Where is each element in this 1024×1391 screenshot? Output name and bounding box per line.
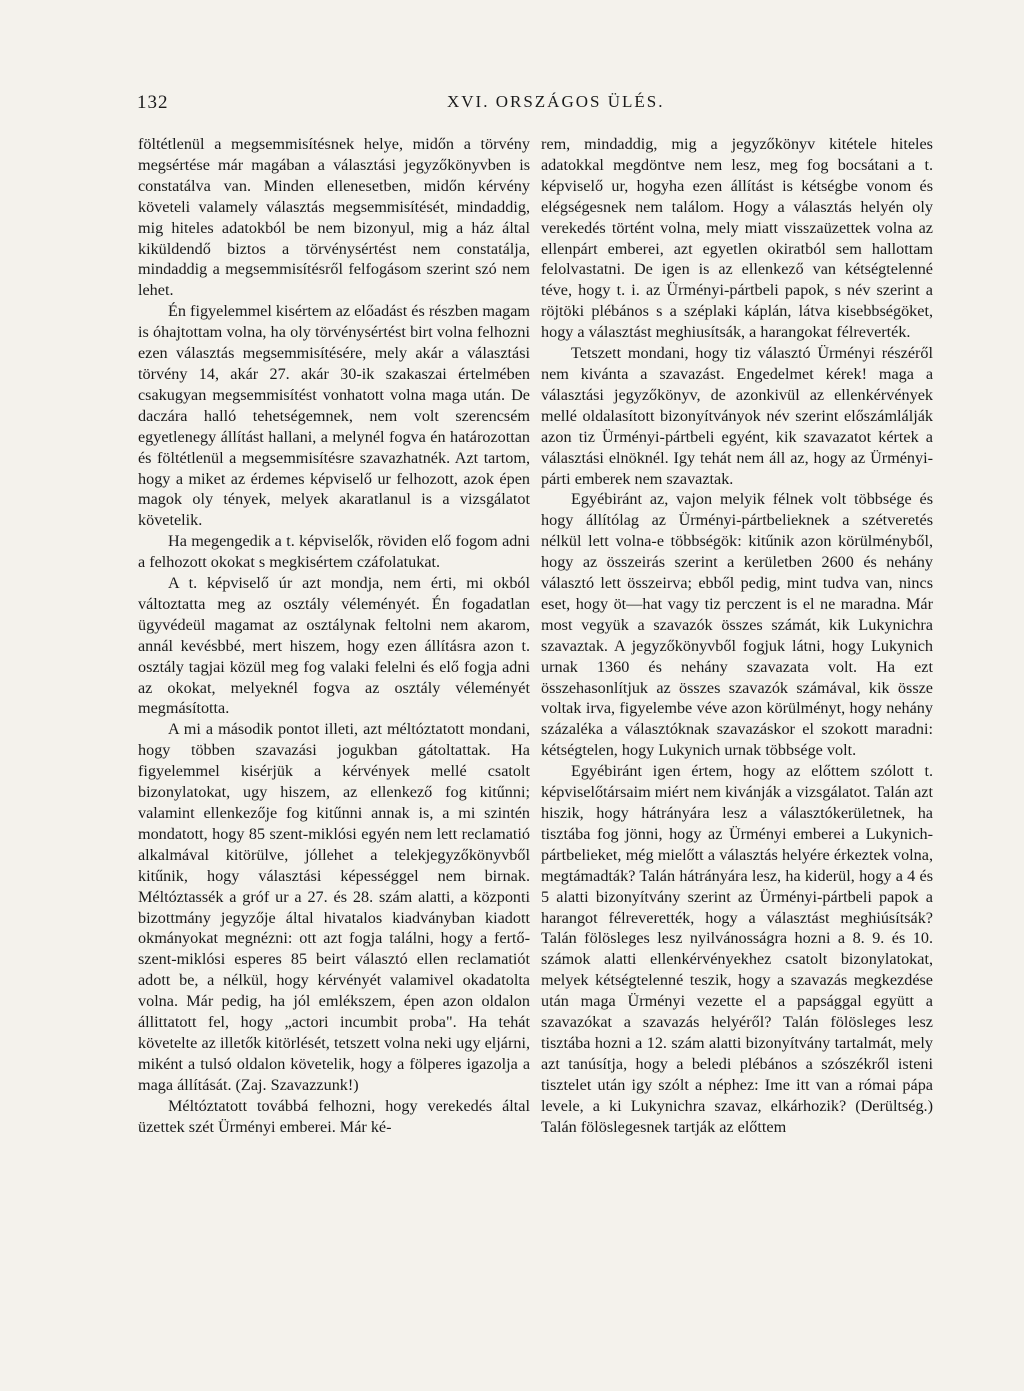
paragraph: Egyébiránt igen értem, hogy az előttem szólott t. képviselőtársaim miért nem kivánják a vizsgálatot. Talán azt hiszik, hogy hátrányára lesz a választókerületnek, ha tisztába fog jönni, hogy az Ürményi emberei a Lukynich-pártbelieket, még mielőtt a választás helyére érkeztek volna, megtámadták? Talán hátrányára lesz, ha kiderül, hogy a 4 és 5 alatti bizonyítvány szerint az Ürményi-pártbeli papok a harangot félreverették, hogy a választást meghiúsítsák? Talán fölösleges lesz nyilvánosságra hozni a 8. 9. és 10. számok alatti ellenkérvényekhez csatolt bizonylatokat, melyek kétségtelenné teszik, hogy a szavazás megkezdése után maga Ürményi vezette el a papsággal együtt a szavazókat a szavazás helyéről? Talán fölösleges lesz tisztába hozni a 12. szám alatti bizonyítvány tartalmát, mely azt tanúsítja, hogy a beledi plébános a szószékről isteni tisztelet után igy szólt a néphez: Ime itt van a római pápa levele, a ki Lukynichra szavaz, elkárhozik? (Derültség.) Talán fölöslegesnek tartják az előttem <box>541 762 933 1136</box>
paragraph: Én figyelemmel kisértem az előadást és részben magam is óhajtottam volna, ha oly törvénysértést birt volna felhozni ezen választás megsemmisítésére, mely akár a választási törvény 14, akár 27. akár 30-ik szakaszai értelmében csakugyan megsemmisítést vonhatott volna maga után. De daczára halló tehetségemnek, nem volt szerencsém egyetlenegy állítást hallani, a melynél fogva én határozottan és föltétlenül a megsemmisítésre szavazhatnék. Azt tartom, hogy a miket az érdemes képviselő ur felhozott, azok épen magok oly tények, melyek akaratlanul is a vizsgálatot követelik. <box>138 302 530 530</box>
page-number: 132 <box>137 92 169 113</box>
paragraph: Méltóztatott továbbá felhozni, hogy verekedés által üzettek szét Ürményi emberei. Már ké- <box>138 1096 530 1136</box>
paragraph: A t. képviselő úr azt mondja, nem érti, mi okból változtatta meg az osztály véleményét. Én fogadatlan ügyvédeül magamat az osztálynak feltolni nem akarom, annál kevésbbé, mert hiszem, hogy ezen állításra azon t. osztály tagjai közül meg fog valaki felelni és elő fogja adni az okokat, melyeknél fogva az osztály véleményét megmásította. <box>138 574 530 718</box>
running-head: XVI. ORSZÁGOS ÜLÉS. <box>447 92 665 111</box>
paragraph: föltétlenül a megsemmisítésnek helye, midőn a törvény megsértése már magában a választási jegyzőkönyvben is constatálva van. Minden ellenesetben, midőn kérvény követeli valamely választás megsemmisítését, mindaddig, mig hiteles adatokból be nem bizonyul, mig a ház által kiküldendő biztos a törvénysértést nem constatálja, mindaddig a megsemmisítésről felfogásom szerint szó nem lehet. <box>138 135 530 300</box>
right-column <box>541 134 933 1374</box>
paragraph: Egyébiránt az, vajon melyik félnek volt többsége és hogy állítólag az Ürményi-pártbelieknek a szétveretés nélkül lett volna-e többségök: kitűnik azon körülményből, hogy az összeirás szerint a kerületben 2600 és nehány választó lett összeirva; ebből pedig, mint tudva van, nincs eset, hogy öt—hat vagy tiz perczent is el ne maradna. Már most vegyük a szavazók összes számát, kik Lukynichra szavaztak. A jegyzőkönyvből fogjuk látni, hogy Lukynich urnak 1360 és nehány szavazata volt. Ha ezt összehasonlítjuk az összes szavazók számával, kik össze voltak irva, figyelembe véve azon körülményt, hogy nehány százaléka a választóknak szavazáskor el szokott maradni: kétségtelen, hogy Lukynich urnak többsége volt. <box>541 490 933 760</box>
left-column <box>138 134 530 1374</box>
paragraph: Ha megengedik a t. képviselők, röviden elő fogom adni a felhozott okokat s megkisértem czáfolatukat. <box>138 532 530 572</box>
page-header <box>137 92 937 116</box>
paragraph: Tetszett mondani, hogy tiz választó Ürményi részéről nem kivánta a szavazást. Engedelmet kérek! maga a választási jegyzőkönyv, de azonkivül az ellenkérvények mellé oldalasított bizonyítványok név szerint előszámlálják azon tiz Ürményi-pártbeli egyént, kik szavazatot kértek a választási elnöknél. Igy tehát nem áll az, hogy az Ürményi-párti emberek nem szavaztak. <box>541 344 933 488</box>
paragraph: rem, mindaddig, mig a jegyzőkönyv kitétele hiteles adatokkal megdöntve nem lesz, meg fog bocsátani a t. képviselő ur, hogyha ezen állítást is kétségbe vonom és elégségesnek nem találom. Hogy a választás helyén oly verekedés történt volna, mely miatt visszaüzettek volna az ellenpárt emberei, azt egyetlen okiratból sem hallottam felolvastatni. De igen is az ellenkező van kétségtelenné téve, hogy t. i. az Ürményi-pártbeli papok, s név szerint a röjtöki plébános s a széplaki káplán, látva kisebbségöket, hogy a választást meghiusítsák, a harangokat félreverték. <box>541 135 933 342</box>
paragraph: A mi a második pontot illeti, azt méltóztatott mondani, hogy többen szavazási jogukban gátoltattak. Ha figyelemmel kisérjük a kérvények mellé csatolt bizonylatokat, ugy hiszem, az ellenkező fog kitűnni; valamint ellenkezője fog kitűnni annak is, a mi szintén mondatott, hogy 85 szent-miklósi egyén nem lett reclamatió alkalmával kitörülve, jóllehet a telekjegyzőkönyvből kitűnik, hogy választási képességgel nem birnak. Méltóztassék a gróf ur a 27. és 28. szám alatti, a központi bizottmány jegyzője által hivatalos kiadványban kiadott okmányokat megnézni: ott azt fogja találni, hogy a fertő-szent-miklósi esperes 85 beirt választó ellen reclamatiót adott be, a nélkül, hogy kérvényét valamivel okadatolta volna. Már pedig, ha jól emlékszem, épen azon oldalon állittatott fel, hogy „actori incumbit proba". Ha tehát követelte az illetők kitörlését, tetszett volna neki ugy eljárni, miként a tulsó oldalon követelik, hogy a fölperes igazolja a maga állítását. (Zaj. Szavazzunk!) <box>138 720 530 1094</box>
